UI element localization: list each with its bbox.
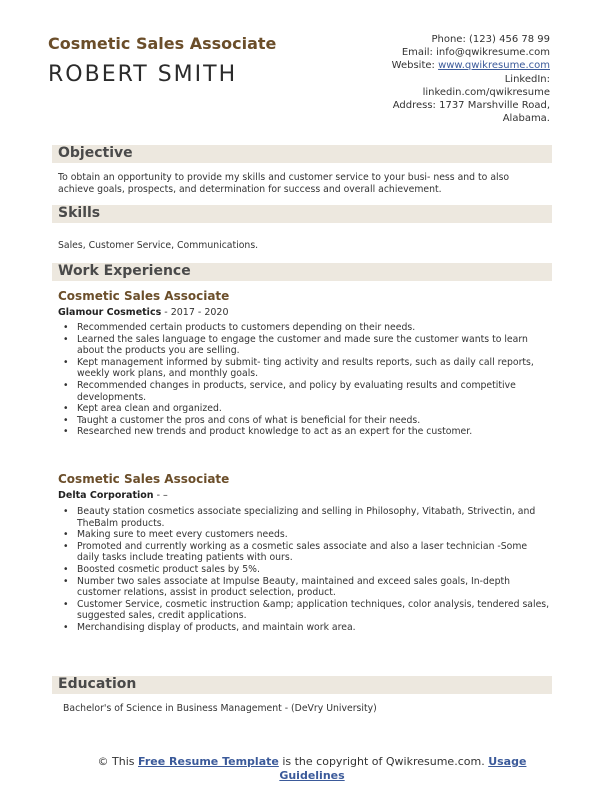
- list-item: • Making sure to meet every customers needs.: [63, 529, 288, 541]
- list-item: • Boosted cosmetic product sales by 5%.: [63, 563, 260, 575]
- education-text: Bachelor's of Science in Business Management - (DeVry University): [63, 703, 377, 714]
- list-item: • Promoted and currently working as a cosmetic sales associate and also a laser technician -Some daily tasks include treating patients with ours.: [63, 540, 528, 564]
- bullet-dot-icon: •: [63, 563, 69, 575]
- list-item: • Learned the sales language to engage the customer and made sure the customer wants to learn about the products you are selling.: [63, 333, 528, 357]
- list-item: • Recommended changes in products, service, and policy by evaluating results and competitive developments.: [63, 379, 516, 403]
- job-company-line: [58, 490, 168, 501]
- bullet-dot-icon: •: [63, 598, 69, 610]
- contact-block: [310, 33, 550, 125]
- skills-text: Sales, Customer Service, Communications.: [58, 240, 259, 251]
- company-name: Glamour Cosmetics: [58, 307, 162, 318]
- contact-linkedin-label: LinkedIn:: [504, 73, 550, 85]
- contact-linkedin: linkedin.com/qwikresume: [422, 86, 550, 98]
- bullet-dot-icon: •: [63, 529, 69, 541]
- list-item: • Recommended certain products to customers depending on their needs.: [63, 322, 416, 333]
- objective-text: To obtain an opportunity to provide my skills and customer service to your busi- ness and to also achieve goals, prospects, and determination for success and overall achievement.: [58, 172, 510, 195]
- job-dates: - 2017 - 2020: [161, 307, 229, 318]
- free-resume-template-link[interactable]: Free Resume Template: [138, 755, 279, 768]
- contact-website: Website: www.qwikresume.com: [391, 60, 550, 72]
- list-item: • Number two sales associate at Impulse Beauty, maintained and exceed sales goals, In-depth customer relations, assist in product selection, product.: [63, 575, 511, 599]
- job-2-bullet-list: [62, 506, 552, 634]
- skills-heading: Skills: [58, 205, 101, 221]
- candidate-name: ROBERT SMITH: [48, 62, 238, 87]
- bullet-dot-icon: •: [63, 414, 69, 426]
- bullet-dot-icon: •: [63, 333, 69, 345]
- footer-copyright: © This Free Resume Template is the copyright of Qwikresume.com. Usage Guidelines: [97, 755, 527, 782]
- bullet-dot-icon: •: [63, 575, 69, 587]
- usage-guidelines-link[interactable]: Usage Guidelines: [279, 755, 527, 782]
- contact-email: Email: info@qwikresume.com: [401, 47, 550, 59]
- list-item: • Customer Service, cosmetic instruction &amp; application techniques, color analysis, tendered sales, suggested sales, credit applications.: [63, 598, 550, 622]
- resume-job-title: Cosmetic Sales Associate: [48, 34, 277, 53]
- bullet-dot-icon: •: [63, 506, 69, 517]
- job-title: Cosmetic Sales Associate: [58, 289, 230, 303]
- education-heading: Education: [58, 676, 137, 692]
- list-item: • Researched new trends and product knowledge to act as an expert for the customer.: [63, 426, 473, 438]
- contact-address: Address: 1737 Marshville Road,: [392, 100, 550, 112]
- website-link[interactable]: www.qwikresume.com: [438, 60, 550, 72]
- job-dates: - –: [153, 490, 168, 501]
- bullet-dot-icon: •: [63, 621, 69, 633]
- bullet-dot-icon: •: [63, 540, 69, 552]
- job-title: Cosmetic Sales Associate: [58, 472, 230, 486]
- list-item: • Taught a customer the pros and cons of what is beneficial for their needs.: [63, 414, 421, 426]
- job-company-line: [58, 307, 229, 318]
- list-item: • Beauty station cosmetics associate specializing and selling in Philosophy, Vitabath, Strivectin, and TheBalm products.: [63, 506, 536, 529]
- bullet-dot-icon: •: [63, 322, 69, 333]
- list-item: • Merchandising display of products, and maintain work area.: [63, 621, 356, 633]
- contact-address-line2: Alabama.: [502, 113, 550, 125]
- company-name: Delta Corporation: [58, 490, 154, 501]
- objective-heading: Objective: [58, 145, 133, 161]
- bullet-dot-icon: •: [63, 403, 69, 415]
- bullet-dot-icon: •: [63, 379, 69, 391]
- bullet-dot-icon: •: [63, 426, 69, 438]
- contact-phone: Phone: (123) 456 78 99: [431, 34, 550, 45]
- list-item: • Kept management informed by submit- ting activity and results reports, such as daily call reports, weekly work plans, and monthly goals.: [63, 356, 534, 380]
- list-item: • Kept area clean and organized.: [63, 403, 222, 415]
- bullet-dot-icon: •: [63, 356, 69, 368]
- skills-section-bar: [52, 205, 552, 223]
- work-heading: Work Experience: [58, 263, 191, 279]
- job-1-bullet-list: [62, 322, 552, 438]
